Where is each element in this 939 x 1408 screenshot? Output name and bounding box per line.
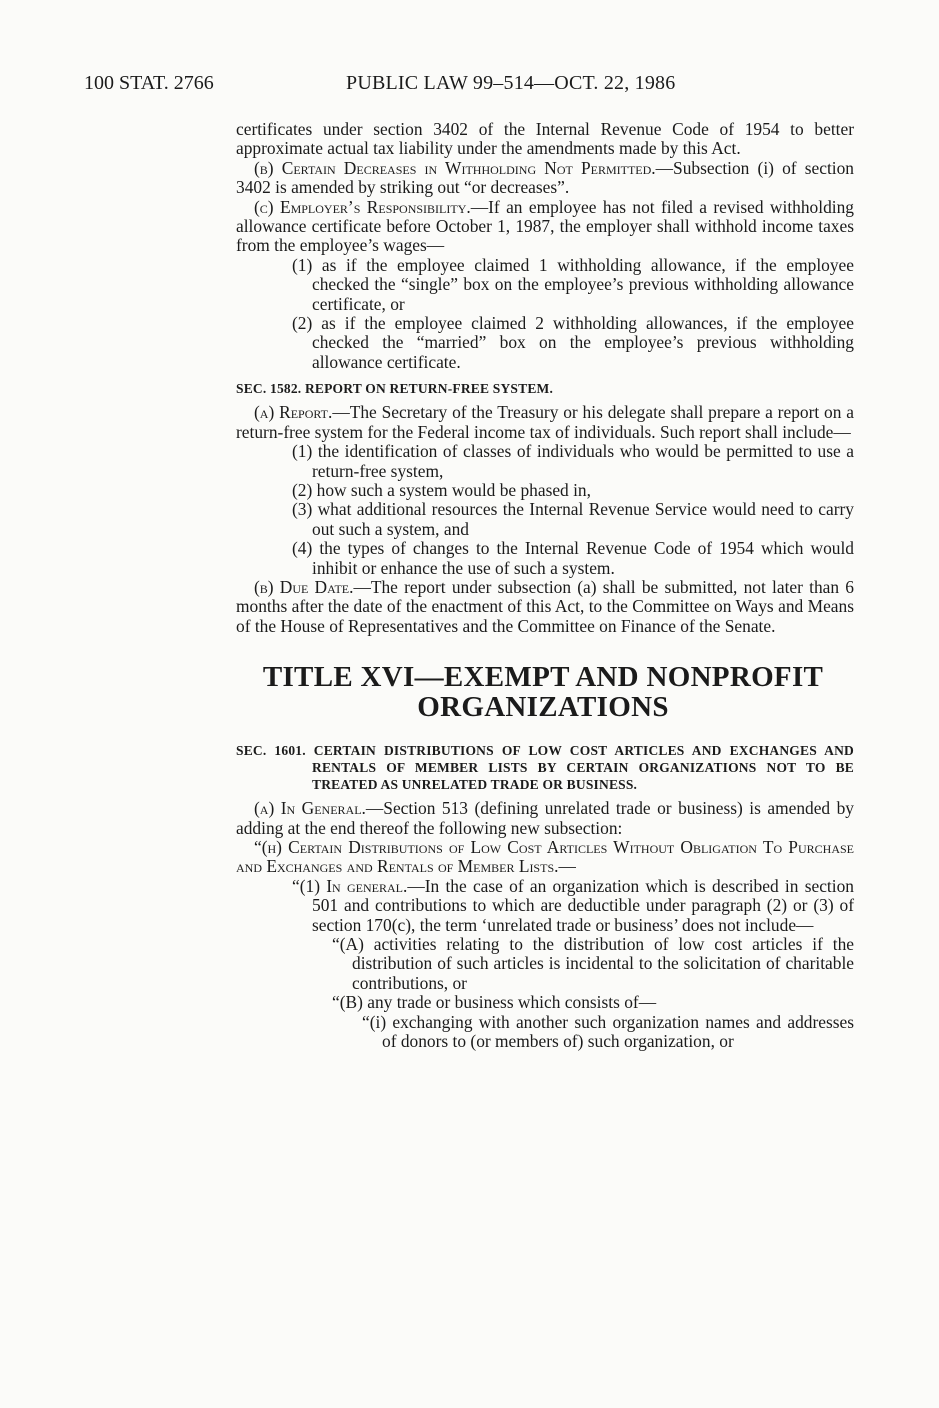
page-header <box>84 72 879 102</box>
paragraph-text: —In the case of an organization which is described in section 501 and contributions to which are deductible under paragraph (2) or (3) of section 170(c), the term ‘unrelated trade or business’ does not include— <box>312 875 854 935</box>
paragraph-c-employer <box>236 198 854 256</box>
clause-4-changes: (4) the types of changes to the Internal Revenue Code of 1954 which would inhibit or enhance the use of such a system. <box>292 538 854 578</box>
clause-2-married: (2) as if the employee claimed 2 withholding allowances, if the employee checked the “married” box on the employee’s previous withholding allowance certificate. <box>292 313 854 372</box>
paragraph-b-decreases <box>236 159 854 198</box>
paragraph-text: —If an employee has not filed a revised withholding allowance certificate before October 1, 1987, the employer shall withhold income taxes from the employee’s wages— <box>236 196 854 256</box>
paragraph-text: —The Secretary of the Treasury or his delegate shall prepare a report on a return-free system for the Federal income tax of individuals. Such report shall include— <box>236 402 855 442</box>
title-line-1: TITLE XVI—EXEMPT AND NONPROFIT <box>262 661 824 694</box>
paragraph-text: —Subsection (i) of section 3402 is amended by striking out “or decreases”. <box>236 157 854 198</box>
paragraph-continuation: certificates under section 3402 of the Internal Revenue Code of 1954 to better approximate actual tax liability under the amendments made by this Act. <box>236 119 854 159</box>
section-heading-1601: SEC. 1601. CERTAIN DISTRIBUTIONS OF LOW COST ARTICLES AND EXCHANGES AND RENTALS OF MEMBER LISTS BY CERTAIN ORGANIZATIONS NOT TO BE TREATED AS UNRELATED TRADE OR BUSINESS. <box>236 743 854 793</box>
clause-3-resources: (3) what additional resources the Internal Revenue Service would need to carry out such a system, and <box>292 499 854 539</box>
paragraph-label: “(1) In general. <box>292 875 408 896</box>
paragraph-label: (a) In General. <box>254 798 366 819</box>
title-line-2: ORGANIZATIONS <box>417 691 669 724</box>
document-body <box>236 120 854 1051</box>
page-reference: 100 STAT. 2766 <box>84 72 214 94</box>
clause-1-identification: (1) the identification of classes of individuals who would be permitted to use a return-free system, <box>292 441 854 481</box>
paragraph-a-in-general <box>236 799 854 838</box>
title-heading <box>232 662 854 722</box>
paragraph-text: —The report under subsection (a) shall be submitted, not later than 6 months after the date of the enactment of this Act, to the Committee on Ways and Means of the House of Representatives and the Committee on Finance of the Senate. <box>236 576 854 636</box>
subparagraph-a-activities: “(A) activities relating to the distribution of low cost articles if the distribution of such articles is incidental to the solicitation of charitable contributions, or <box>332 934 854 993</box>
subparagraph-b-trade: “(B) any trade or business which consists of— <box>332 992 657 1013</box>
paragraph-b-due-date <box>236 578 854 636</box>
clause-i-exchanging: “(i) exchanging with another such organization names and addresses of donors to (or members of) such organization, or <box>362 1011 854 1052</box>
paragraph-text: —Section 513 (defining unrelated trade or business) is amended by adding at the end thereof the following new subsection: <box>236 798 854 838</box>
paragraph-label: (b) Due Date. <box>254 576 354 597</box>
section-heading-1582: SEC. 1582. REPORT ON RETURN-FREE SYSTEM. <box>236 381 554 397</box>
paragraph-1-in-general <box>292 875 854 935</box>
clause-2-phased-in: (2) how such a system would be phased in, <box>292 479 591 500</box>
paragraph-label: (c) Employer’s Responsibility. <box>254 196 471 217</box>
paragraph-label: (b) Certain Decreases in Withholding Not Permitted. <box>254 157 656 178</box>
clause-1-single: (1) as if the employee claimed 1 withholding allowance, if the employee checked the “single” box on the employee’s previous withholding allowance certificate, or <box>292 254 854 314</box>
paragraph-label: (a) Report. <box>254 402 333 423</box>
law-reference: PUBLIC LAW 99–514—OCT. 22, 1986 <box>346 72 676 94</box>
paragraph-a-report <box>236 403 854 442</box>
subsection-h-heading: “(h) Certain Distributions of Low Cost Articles Without Obligation To Purchase and Exchanges and Rentals of Member Lists.— <box>236 836 854 877</box>
